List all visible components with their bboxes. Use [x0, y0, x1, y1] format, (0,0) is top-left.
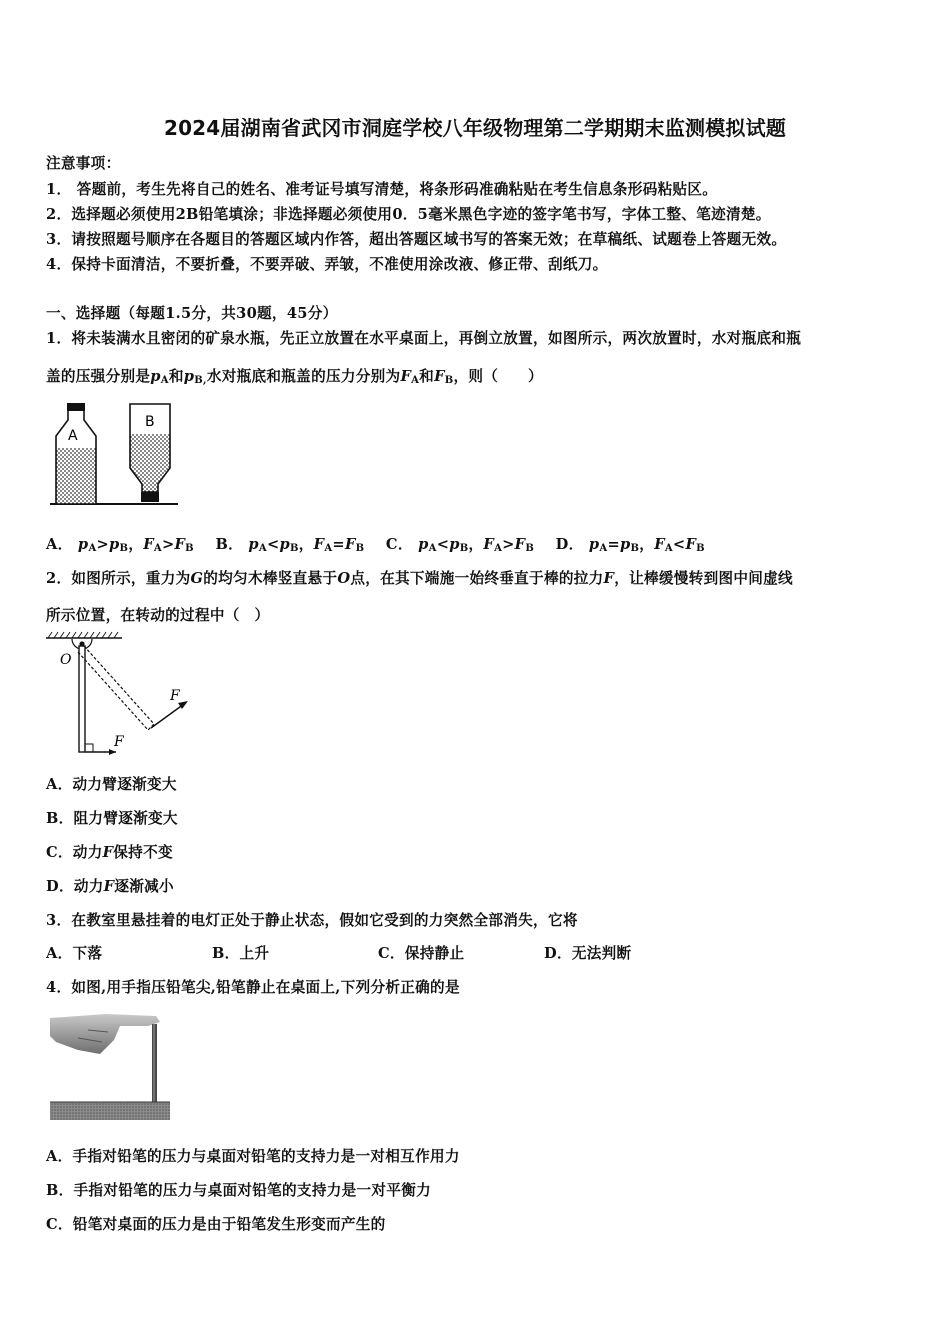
force-arrow-rotated: [151, 704, 184, 728]
q3-line1: 3．在教室里悬挂着的电灯正处于静止状态，假如它受到的力突然全部消失，它将: [46, 912, 578, 929]
q1-option-a[interactable]: A． $p_A>p_B$，$F_A>F_B$: [46, 536, 194, 554]
lever-figure: [44, 632, 194, 756]
q2-line1: 2．如图所示，重力为G的均匀木棒竖直悬于O点，在其下端施一始终垂直于棒的拉力F，让棒缓慢转到图中间虚线: [46, 570, 793, 587]
notice-item-3: 3．请按照题号顺序在各题目的答题区域内作答，超出答题区域书写的答案无效；在草稿纸、试题卷上答题无效。: [46, 231, 787, 248]
vertical-rod: [79, 646, 85, 752]
q2-option-b[interactable]: B．阻力臂逐渐变大: [46, 810, 178, 827]
table-surface: [50, 1102, 170, 1120]
q1-options: [46, 533, 705, 554]
bottle-a-water: [56, 448, 96, 504]
q3-option-a[interactable]: A．下落: [46, 945, 103, 962]
bottle-b-label: B: [145, 414, 155, 430]
force-label-bottom: F: [114, 734, 124, 750]
q1-line2: 盖的压强分别是$p_A$和$p_{B,}$水对瓶底和瓶盖的压力分别为$F_A$和$F_B$，则（ ）: [46, 368, 543, 386]
hand-shape: [50, 1014, 160, 1054]
right-angle-mark: [85, 744, 93, 752]
q2-line2: 所示位置，在转动的过程中（ ）: [46, 607, 270, 624]
q1-line1: 1．将未装满水且密闭的矿泉水瓶，先正立放置在水平桌面上，再倒立放置，如图所示，两次放置时，水对瓶底和瓶: [46, 330, 802, 347]
q2-option-c[interactable]: C．动力F保持不变: [46, 844, 173, 861]
q4-option-b[interactable]: B．手指对铅笔的压力与桌面对铅笔的支持力是一对平衡力: [46, 1182, 431, 1199]
page-title: 2024届湖南省武冈市洞庭学校八年级物理第二学期期末监测模拟试题: [163, 116, 787, 140]
notice-heading: 注意事项：: [46, 155, 121, 172]
q3-option-b[interactable]: B．上升: [212, 945, 270, 962]
bottles-figure: [44, 398, 184, 510]
q1-option-c[interactable]: C． $p_A<p_B$，$F_A>F_B$: [385, 536, 535, 554]
q3-option-c[interactable]: C．保持静止: [378, 945, 465, 962]
q1-option-d[interactable]: D． $p_A=p_B$，$F_A<F_B$: [555, 536, 705, 554]
q2-option-a[interactable]: A．动力臂逐渐变大: [46, 776, 177, 793]
q4-line1: 4．如图,用手指压铅笔尖,铅笔静止在桌面上,下列分析正确的是: [46, 979, 460, 996]
q2-option-d[interactable]: D．动力F逐渐减小: [46, 878, 174, 895]
bottle-a-label: A: [68, 428, 78, 444]
notice-item-2: 2．选择题必须使用2B铅笔填涂；非选择题必须使用0．5毫米黑色字迹的签字笔书写，字体工整、笔迹清楚。: [46, 206, 771, 223]
pivot-label: O: [60, 652, 72, 668]
pencil-photo: [48, 1010, 172, 1122]
notice-item-1: 1． 答题前，考生先将自己的姓名、准考证号填写清楚，将条形码准确粘贴在考生信息条形码粘贴区。: [46, 181, 718, 198]
rotated-rod-dashed: [78, 646, 154, 730]
section-heading: 一、选择题（每题1.5分，共30题，45分）: [46, 305, 338, 322]
bottle-b-water: [130, 434, 170, 492]
q1-option-b[interactable]: B． $p_A<p_B$，$F_A=F_B$: [215, 536, 365, 554]
q3-option-d[interactable]: D．无法判断: [544, 945, 632, 962]
notice-item-4: 4．保持卡面清洁，不要折叠，不要弄破、弄皱，不准使用涂改液、修正带、刮纸刀。: [46, 256, 608, 273]
bottle-a-cap: [67, 403, 85, 411]
q4-option-a[interactable]: A．手指对铅笔的压力与桌面对铅笔的支持力是一对相互作用力: [46, 1148, 460, 1165]
q4-option-c[interactable]: C．铅笔对桌面的压力是由于铅笔发生形变而产生的: [46, 1216, 386, 1233]
ceiling-hatch: [48, 632, 118, 638]
force-label-rotated: F: [170, 688, 180, 704]
bottle-b-cap: [141, 492, 159, 502]
